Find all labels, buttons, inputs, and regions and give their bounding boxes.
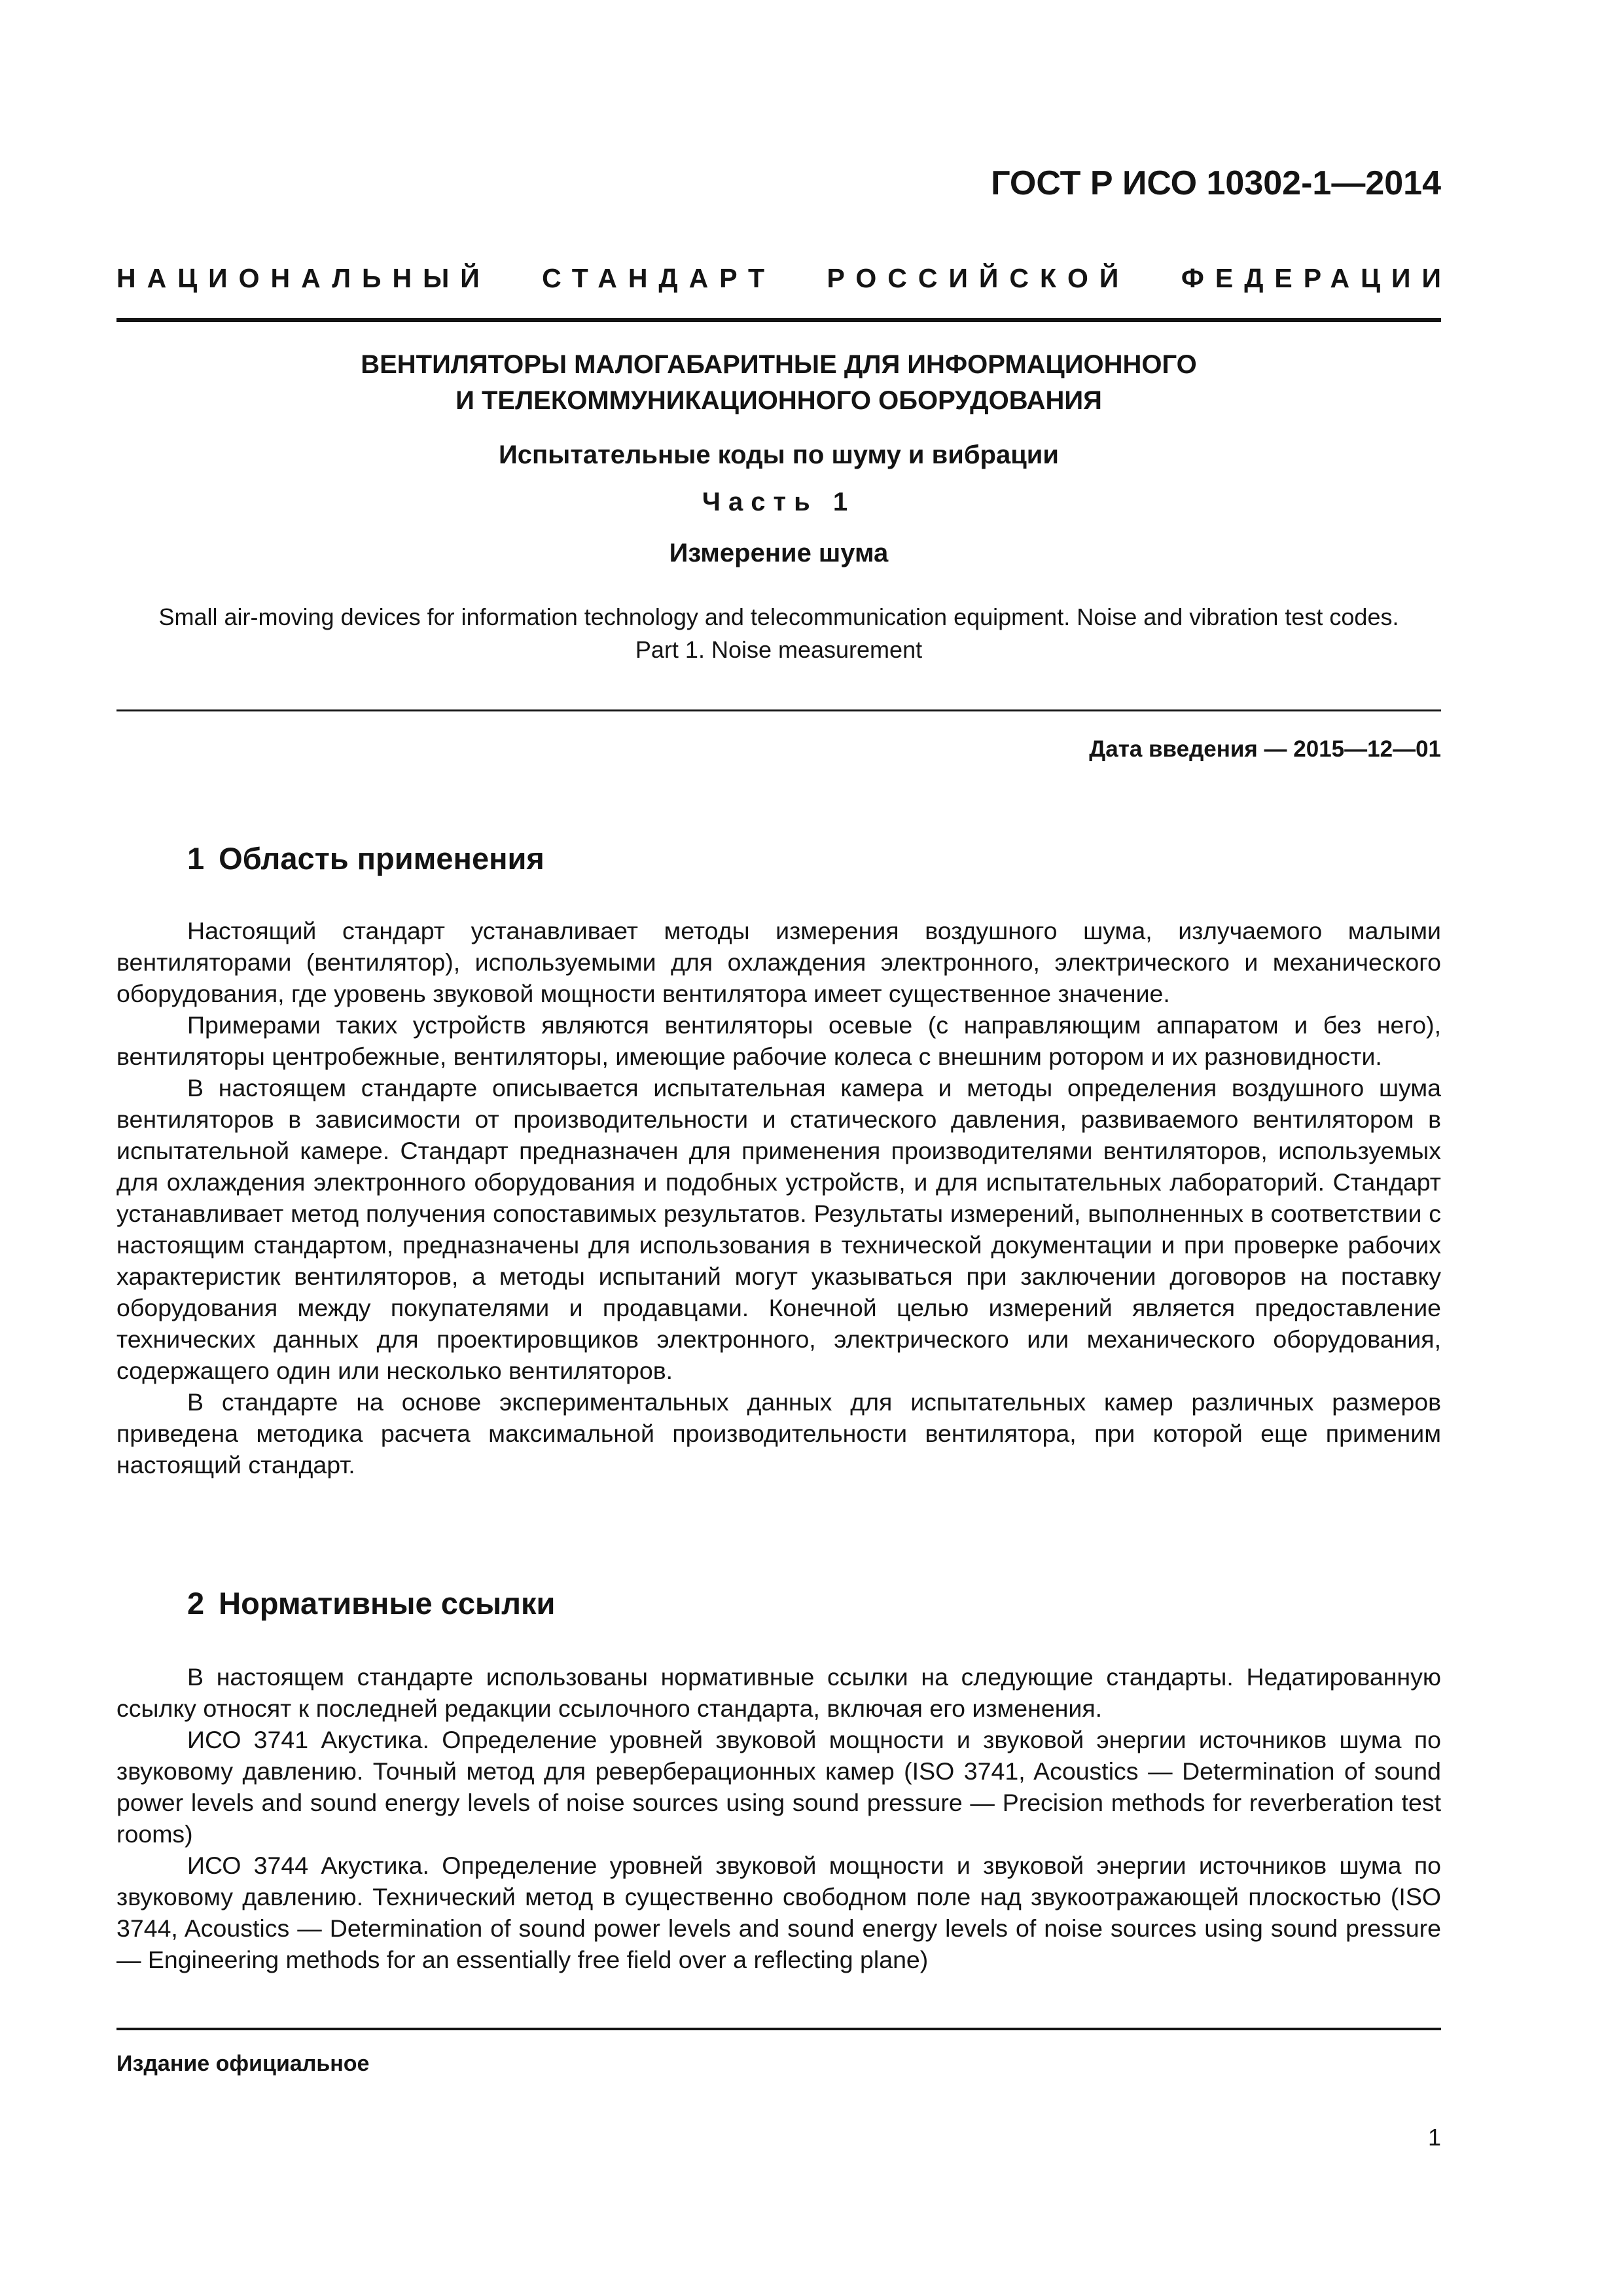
english-title-line: Part 1. Noise measurement xyxy=(635,636,923,663)
section-1-heading xyxy=(187,839,544,878)
national-standard-banner xyxy=(116,262,1452,295)
paragraph: Примерами таких устройств являются вентиляторы осевые (с направляющим аппаратом и без него), вентиляторы центробежные, вентиляторы, имеющие рабочие колеса с внешним ротором и их разновидности. xyxy=(116,1011,1441,1070)
section-1-body xyxy=(116,915,1441,1480)
paragraph: В стандарте на основе экспериментальных данных для испытательных камер различных размеров приведена методика расчета максимальной производительности вентилятора, при которой еще применим настоящий стандарт. xyxy=(116,1388,1441,1479)
banner-word: СТАНДАРТ xyxy=(542,263,776,293)
english-title-line: Small air-moving devices for information technology and telecommunication equipment. Noise and vibration test codes. xyxy=(158,603,1399,630)
title-line: И ТЕЛЕКОММУНИКАЦИОННОГО ОБОРУДОВАНИЯ xyxy=(455,386,1102,415)
reference-entry: ИСО 3741 Акустика. Определение уровней звуковой мощности и звуковой энергии источников шума по звуковому давлению. Точный метод для реверберационных камер (ISO 3741, Acoustics — Determination of sound power levels and sound energy levels of noise sources using sound pressure — Precision methods for reverberation test rooms) xyxy=(116,1726,1441,1848)
edition-note: Издание официальное xyxy=(116,2051,370,2076)
paragraph: Настоящий стандарт устанавливает методы измерения воздушного шума, излучаемого малыми вентиляторами (вентилятор), используемыми для охлаждения электронного, электрического и механического оборудования, где уровень звуковой мощности вентилятора имеет существенное значение. xyxy=(116,917,1441,1007)
paragraph: В настоящем стандарте использованы нормативные ссылки на следующие стандарты. Недатированную ссылку относят к последней редакции ссылочного стандарта, включая его изменения. xyxy=(116,1663,1441,1722)
section-number: 1 xyxy=(187,841,205,876)
title-line: ВЕНТИЛЯТОРЫ МАЛОГАБАРИТНЫЕ ДЛЯ ИНФОРМАЦИОННОГО xyxy=(361,350,1197,379)
part-name: Измерение шума xyxy=(669,539,889,567)
banner-word: РОССИЙСКОЙ xyxy=(827,263,1130,293)
document-title xyxy=(116,347,1441,419)
section-title: Нормативные ссылки xyxy=(219,1586,556,1621)
title-divider xyxy=(116,709,1441,711)
introduction-date: Дата введения — 2015—12—01 xyxy=(1089,736,1441,762)
section-number: 2 xyxy=(187,1586,205,1621)
document-subtitle: Испытательные коды по шуму и вибрации xyxy=(499,440,1059,469)
english-title xyxy=(116,601,1441,666)
footer-divider xyxy=(116,2028,1441,2030)
reference-entry: ИСО 3744 Акустика. Определение уровней звуковой мощности и звуковой энергии источников шума по звуковому давлению. Технический метод в существенно свободном поле над звукоотражающей плоскостью (ISO 3744, Acoustics — Determination of sound power levels and sound energy levels of noise sources using sound pressure — Engineering methods for an essentially free field over a reflecting plane) xyxy=(116,1852,1441,1973)
banner-word: НАЦИОНАЛЬНЫЙ xyxy=(116,263,491,293)
banner-word: ФЕДЕРАЦИИ xyxy=(1181,263,1452,293)
section-2-heading xyxy=(187,1584,555,1623)
section-2-body xyxy=(116,1661,1441,1975)
part-label: Часть 1 xyxy=(702,488,856,516)
page-number: 1 xyxy=(1427,2124,1441,2151)
header-divider xyxy=(116,318,1441,322)
section-title: Область применения xyxy=(219,841,544,876)
standard-code: ГОСТ Р ИСО 10302-1—2014 xyxy=(991,164,1441,202)
paragraph: В настоящем стандарте описывается испытательная камера и методы определения воздушного шума вентиляторов в зависимости от производительности и статического давления, развиваемого вентилятором в испытательной камере. Стандарт предназначен для применения производителями вентиляторов, используемых для охлаждения электронного оборудования и подобных устройств, и для испытательных лабораторий. Стандарт устанавливает метод получения сопоставимых результатов. Результаты измерений, выполненных в соответствии с настоящим стандартом, предназначены для использования в технической документации и при проверке рабочих характеристик вентиляторов, а методы испытаний могут указываться при заключении договоров на поставку оборудования между покупателями и продавцами. Конечной целью измерений является предоставление технических данных для проектировщиков электронного, электрического или механического оборудования, содержащего один или несколько вентиляторов. xyxy=(116,1074,1441,1384)
